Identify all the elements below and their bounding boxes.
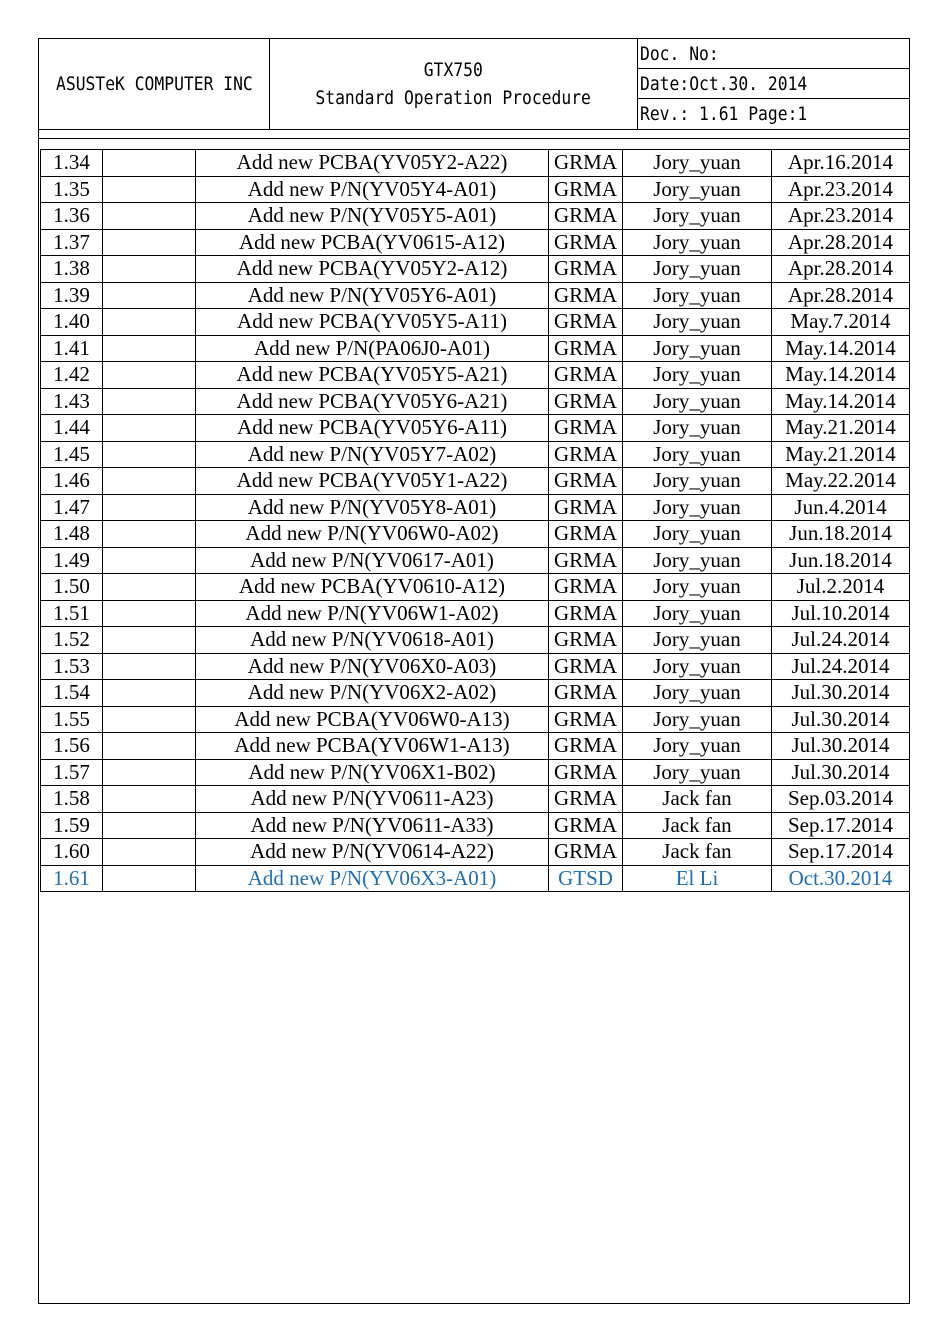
change-description: Add new PCBA(YV05Y2-A22) bbox=[196, 150, 549, 177]
revision-number: 1.44 bbox=[41, 415, 103, 442]
revision-number: 1.55 bbox=[41, 706, 103, 733]
table-row bbox=[41, 362, 910, 389]
table-row bbox=[41, 865, 910, 892]
table-row bbox=[41, 441, 910, 468]
owner-name: Jory_yuan bbox=[623, 627, 772, 654]
blank-cell bbox=[103, 494, 196, 521]
table-row bbox=[41, 706, 910, 733]
revision-date: May.21.2014 bbox=[772, 415, 910, 442]
change-description: Add new PCBA(YV06W1-A13) bbox=[196, 733, 549, 760]
revision-date: Apr.28.2014 bbox=[772, 256, 910, 283]
blank-cell bbox=[103, 706, 196, 733]
owner-name: Jory_yuan bbox=[623, 600, 772, 627]
revision-table-body bbox=[41, 150, 910, 892]
revision-number: 1.37 bbox=[41, 229, 103, 256]
change-description: Add new P/N(PA06J0-A01) bbox=[196, 335, 549, 362]
revision-date: May.7.2014 bbox=[772, 309, 910, 336]
owner-name: Jack fan bbox=[623, 839, 772, 866]
owner-name: Jory_yuan bbox=[623, 494, 772, 521]
table-row bbox=[41, 468, 910, 495]
owner-name: Jory_yuan bbox=[623, 362, 772, 389]
change-description: Add new P/N(YV06X0-A03) bbox=[196, 653, 549, 680]
change-description: Add new P/N(YV06X1-B02) bbox=[196, 759, 549, 786]
header-divider bbox=[38, 138, 910, 139]
revision-number: 1.51 bbox=[41, 600, 103, 627]
table-row bbox=[41, 653, 910, 680]
owner-name: Jory_yuan bbox=[623, 176, 772, 203]
change-description: Add new P/N(YV06X3-A01) bbox=[196, 865, 549, 892]
owner-name: Jory_yuan bbox=[623, 335, 772, 362]
blank-cell bbox=[103, 229, 196, 256]
department: GRMA bbox=[549, 150, 623, 177]
revision-date: Apr.23.2014 bbox=[772, 176, 910, 203]
owner-name: Jory_yuan bbox=[623, 706, 772, 733]
revision-date: Apr.28.2014 bbox=[772, 229, 910, 256]
revision-number: 1.61 bbox=[41, 865, 103, 892]
department: GRMA bbox=[549, 786, 623, 813]
revision-number: 1.39 bbox=[41, 282, 103, 309]
revision-date: Jul.24.2014 bbox=[772, 627, 910, 654]
department: GRMA bbox=[549, 309, 623, 336]
department: GRMA bbox=[549, 547, 623, 574]
blank-cell bbox=[103, 335, 196, 362]
revision-number: 1.43 bbox=[41, 388, 103, 415]
department: GRMA bbox=[549, 441, 623, 468]
change-description: Add new PCBA(YV05Y5-A21) bbox=[196, 362, 549, 389]
table-row bbox=[41, 494, 910, 521]
owner-name: Jory_yuan bbox=[623, 415, 772, 442]
revision-date: Jul.30.2014 bbox=[772, 733, 910, 760]
revision-number: 1.34 bbox=[41, 150, 103, 177]
revision-date: May.22.2014 bbox=[772, 468, 910, 495]
revision-number: 1.40 bbox=[41, 309, 103, 336]
blank-cell bbox=[103, 468, 196, 495]
revision-date: Jul.30.2014 bbox=[772, 680, 910, 707]
department: GRMA bbox=[549, 282, 623, 309]
date-row bbox=[638, 69, 909, 99]
revision-date: Jun.18.2014 bbox=[772, 521, 910, 548]
doc-number-row bbox=[638, 39, 909, 69]
blank-cell bbox=[103, 282, 196, 309]
revision-date: Apr.28.2014 bbox=[772, 282, 910, 309]
revision-date: Sep.17.2014 bbox=[772, 812, 910, 839]
blank-cell bbox=[103, 574, 196, 601]
table-row bbox=[41, 229, 910, 256]
model-name: GTX750 bbox=[423, 59, 484, 81]
revision-number: 1.49 bbox=[41, 547, 103, 574]
revision-number: 1.60 bbox=[41, 839, 103, 866]
change-description: Add new P/N(YV05Y8-A01) bbox=[196, 494, 549, 521]
change-description: Add new PCBA(YV06W0-A13) bbox=[196, 706, 549, 733]
change-description: Add new PCBA(YV05Y5-A11) bbox=[196, 309, 549, 336]
department: GTSD bbox=[549, 865, 623, 892]
owner-name: Jory_yuan bbox=[623, 521, 772, 548]
blank-cell bbox=[103, 441, 196, 468]
document-header bbox=[38, 38, 910, 130]
table-row bbox=[41, 521, 910, 548]
department: GRMA bbox=[549, 335, 623, 362]
blank-cell bbox=[103, 812, 196, 839]
revision-date: Jul.10.2014 bbox=[772, 600, 910, 627]
department: GRMA bbox=[549, 468, 623, 495]
owner-name: El Li bbox=[623, 865, 772, 892]
owner-name: Jory_yuan bbox=[623, 653, 772, 680]
department: GRMA bbox=[549, 759, 623, 786]
table-row bbox=[41, 309, 910, 336]
revision-date: Jul.2.2014 bbox=[772, 574, 910, 601]
owner-name: Jory_yuan bbox=[623, 229, 772, 256]
revision-number: 1.35 bbox=[41, 176, 103, 203]
title-cell bbox=[270, 39, 638, 129]
department: GRMA bbox=[549, 256, 623, 283]
table-row bbox=[41, 812, 910, 839]
change-description: Add new P/N(YV06W1-A02) bbox=[196, 600, 549, 627]
document-date: Date:Oct.30. 2014 bbox=[640, 73, 808, 95]
owner-name: Jory_yuan bbox=[623, 256, 772, 283]
department: GRMA bbox=[549, 229, 623, 256]
department: GRMA bbox=[549, 362, 623, 389]
change-description: Add new P/N(YV06X2-A02) bbox=[196, 680, 549, 707]
revision-date: May.21.2014 bbox=[772, 441, 910, 468]
revision-row bbox=[638, 99, 909, 129]
revision-date: Jun.4.2014 bbox=[772, 494, 910, 521]
blank-cell bbox=[103, 203, 196, 230]
blank-cell bbox=[103, 362, 196, 389]
blank-cell bbox=[103, 865, 196, 892]
change-description: Add new P/N(YV0614-A22) bbox=[196, 839, 549, 866]
change-description: Add new P/N(YV05Y6-A01) bbox=[196, 282, 549, 309]
owner-name: Jack fan bbox=[623, 812, 772, 839]
change-description: Add new PCBA(YV0610-A12) bbox=[196, 574, 549, 601]
department: GRMA bbox=[549, 203, 623, 230]
department: GRMA bbox=[549, 415, 623, 442]
department: GRMA bbox=[549, 494, 623, 521]
department: GRMA bbox=[549, 706, 623, 733]
revision-number: 1.38 bbox=[41, 256, 103, 283]
revision-number: 1.42 bbox=[41, 362, 103, 389]
change-description: Add new P/N(YV0618-A01) bbox=[196, 627, 549, 654]
department: GRMA bbox=[549, 653, 623, 680]
department: GRMA bbox=[549, 574, 623, 601]
revision-number: 1.52 bbox=[41, 627, 103, 654]
revision-history-table bbox=[40, 149, 910, 892]
owner-name: Jory_yuan bbox=[623, 441, 772, 468]
owner-name: Jory_yuan bbox=[623, 547, 772, 574]
change-description: Add new P/N(YV05Y7-A02) bbox=[196, 441, 549, 468]
blank-cell bbox=[103, 759, 196, 786]
change-description: Add new P/N(YV0617-A01) bbox=[196, 547, 549, 574]
blank-cell bbox=[103, 733, 196, 760]
table-row bbox=[41, 733, 910, 760]
table-row bbox=[41, 176, 910, 203]
owner-name: Jack fan bbox=[623, 786, 772, 813]
table-row bbox=[41, 680, 910, 707]
change-description: Add new P/N(YV0611-A33) bbox=[196, 812, 549, 839]
table-row bbox=[41, 627, 910, 654]
revision-number: 1.46 bbox=[41, 468, 103, 495]
revision-date: Apr.16.2014 bbox=[772, 150, 910, 177]
table-row bbox=[41, 335, 910, 362]
change-description: Add new P/N(YV05Y4-A01) bbox=[196, 176, 549, 203]
revision-date: Sep.03.2014 bbox=[772, 786, 910, 813]
change-description: Add new PCBA(YV05Y6-A11) bbox=[196, 415, 549, 442]
revision-date: May.14.2014 bbox=[772, 335, 910, 362]
meta-cell bbox=[638, 39, 909, 129]
change-description: Add new P/N(YV0611-A23) bbox=[196, 786, 549, 813]
blank-cell bbox=[103, 547, 196, 574]
blank-cell bbox=[103, 521, 196, 548]
revision-date: May.14.2014 bbox=[772, 362, 910, 389]
department: GRMA bbox=[549, 627, 623, 654]
revision-date: Apr.23.2014 bbox=[772, 203, 910, 230]
change-description: Add new PCBA(YV05Y1-A22) bbox=[196, 468, 549, 495]
revision-date: Oct.30.2014 bbox=[772, 865, 910, 892]
table-row bbox=[41, 547, 910, 574]
revision-number: 1.48 bbox=[41, 521, 103, 548]
owner-name: Jory_yuan bbox=[623, 150, 772, 177]
owner-name: Jory_yuan bbox=[623, 733, 772, 760]
change-description: Add new PCBA(YV0615-A12) bbox=[196, 229, 549, 256]
revision-number: 1.56 bbox=[41, 733, 103, 760]
table-row bbox=[41, 256, 910, 283]
owner-name: Jory_yuan bbox=[623, 282, 772, 309]
blank-cell bbox=[103, 309, 196, 336]
blank-cell bbox=[103, 839, 196, 866]
blank-cell bbox=[103, 653, 196, 680]
document-type: Standard Operation Procedure bbox=[315, 87, 592, 109]
blank-cell bbox=[103, 415, 196, 442]
owner-name: Jory_yuan bbox=[623, 309, 772, 336]
table-row bbox=[41, 839, 910, 866]
change-description: Add new P/N(YV06W0-A02) bbox=[196, 521, 549, 548]
revision-page: Rev.: 1.61 Page:1 bbox=[640, 103, 808, 125]
department: GRMA bbox=[549, 521, 623, 548]
blank-cell bbox=[103, 388, 196, 415]
owner-name: Jory_yuan bbox=[623, 468, 772, 495]
owner-name: Jory_yuan bbox=[623, 388, 772, 415]
table-row bbox=[41, 415, 910, 442]
table-row bbox=[41, 600, 910, 627]
blank-cell bbox=[103, 150, 196, 177]
blank-cell bbox=[103, 600, 196, 627]
owner-name: Jory_yuan bbox=[623, 680, 772, 707]
revision-number: 1.47 bbox=[41, 494, 103, 521]
revision-date: Jul.24.2014 bbox=[772, 653, 910, 680]
change-description: Add new PCBA(YV05Y2-A12) bbox=[196, 256, 549, 283]
revision-number: 1.59 bbox=[41, 812, 103, 839]
table-row bbox=[41, 388, 910, 415]
revision-date: Jun.18.2014 bbox=[772, 547, 910, 574]
revision-number: 1.58 bbox=[41, 786, 103, 813]
revision-date: Jul.30.2014 bbox=[772, 706, 910, 733]
blank-cell bbox=[103, 627, 196, 654]
department: GRMA bbox=[549, 388, 623, 415]
revision-number: 1.36 bbox=[41, 203, 103, 230]
revision-date: Jul.30.2014 bbox=[772, 759, 910, 786]
department: GRMA bbox=[549, 176, 623, 203]
blank-cell bbox=[103, 680, 196, 707]
blank-cell bbox=[103, 176, 196, 203]
company-name-cell bbox=[39, 39, 270, 129]
table-row bbox=[41, 282, 910, 309]
revision-number: 1.54 bbox=[41, 680, 103, 707]
department: GRMA bbox=[549, 733, 623, 760]
revision-number: 1.41 bbox=[41, 335, 103, 362]
table-row bbox=[41, 574, 910, 601]
revision-number: 1.53 bbox=[41, 653, 103, 680]
owner-name: Jory_yuan bbox=[623, 574, 772, 601]
company-name: ASUSTeK COMPUTER INC bbox=[55, 73, 253, 95]
blank-cell bbox=[103, 786, 196, 813]
table-row bbox=[41, 786, 910, 813]
revision-date: May.14.2014 bbox=[772, 388, 910, 415]
department: GRMA bbox=[549, 839, 623, 866]
owner-name: Jory_yuan bbox=[623, 759, 772, 786]
table-row bbox=[41, 203, 910, 230]
department: GRMA bbox=[549, 680, 623, 707]
table-row bbox=[41, 150, 910, 177]
blank-cell bbox=[103, 256, 196, 283]
revision-date: Sep.17.2014 bbox=[772, 839, 910, 866]
revision-number: 1.50 bbox=[41, 574, 103, 601]
change-description: Add new PCBA(YV05Y6-A21) bbox=[196, 388, 549, 415]
revision-number: 1.57 bbox=[41, 759, 103, 786]
department: GRMA bbox=[549, 600, 623, 627]
revision-number: 1.45 bbox=[41, 441, 103, 468]
owner-name: Jory_yuan bbox=[623, 203, 772, 230]
change-description: Add new P/N(YV05Y5-A01) bbox=[196, 203, 549, 230]
department: GRMA bbox=[549, 812, 623, 839]
doc-number: Doc. No: bbox=[640, 43, 719, 65]
table-row bbox=[41, 759, 910, 786]
